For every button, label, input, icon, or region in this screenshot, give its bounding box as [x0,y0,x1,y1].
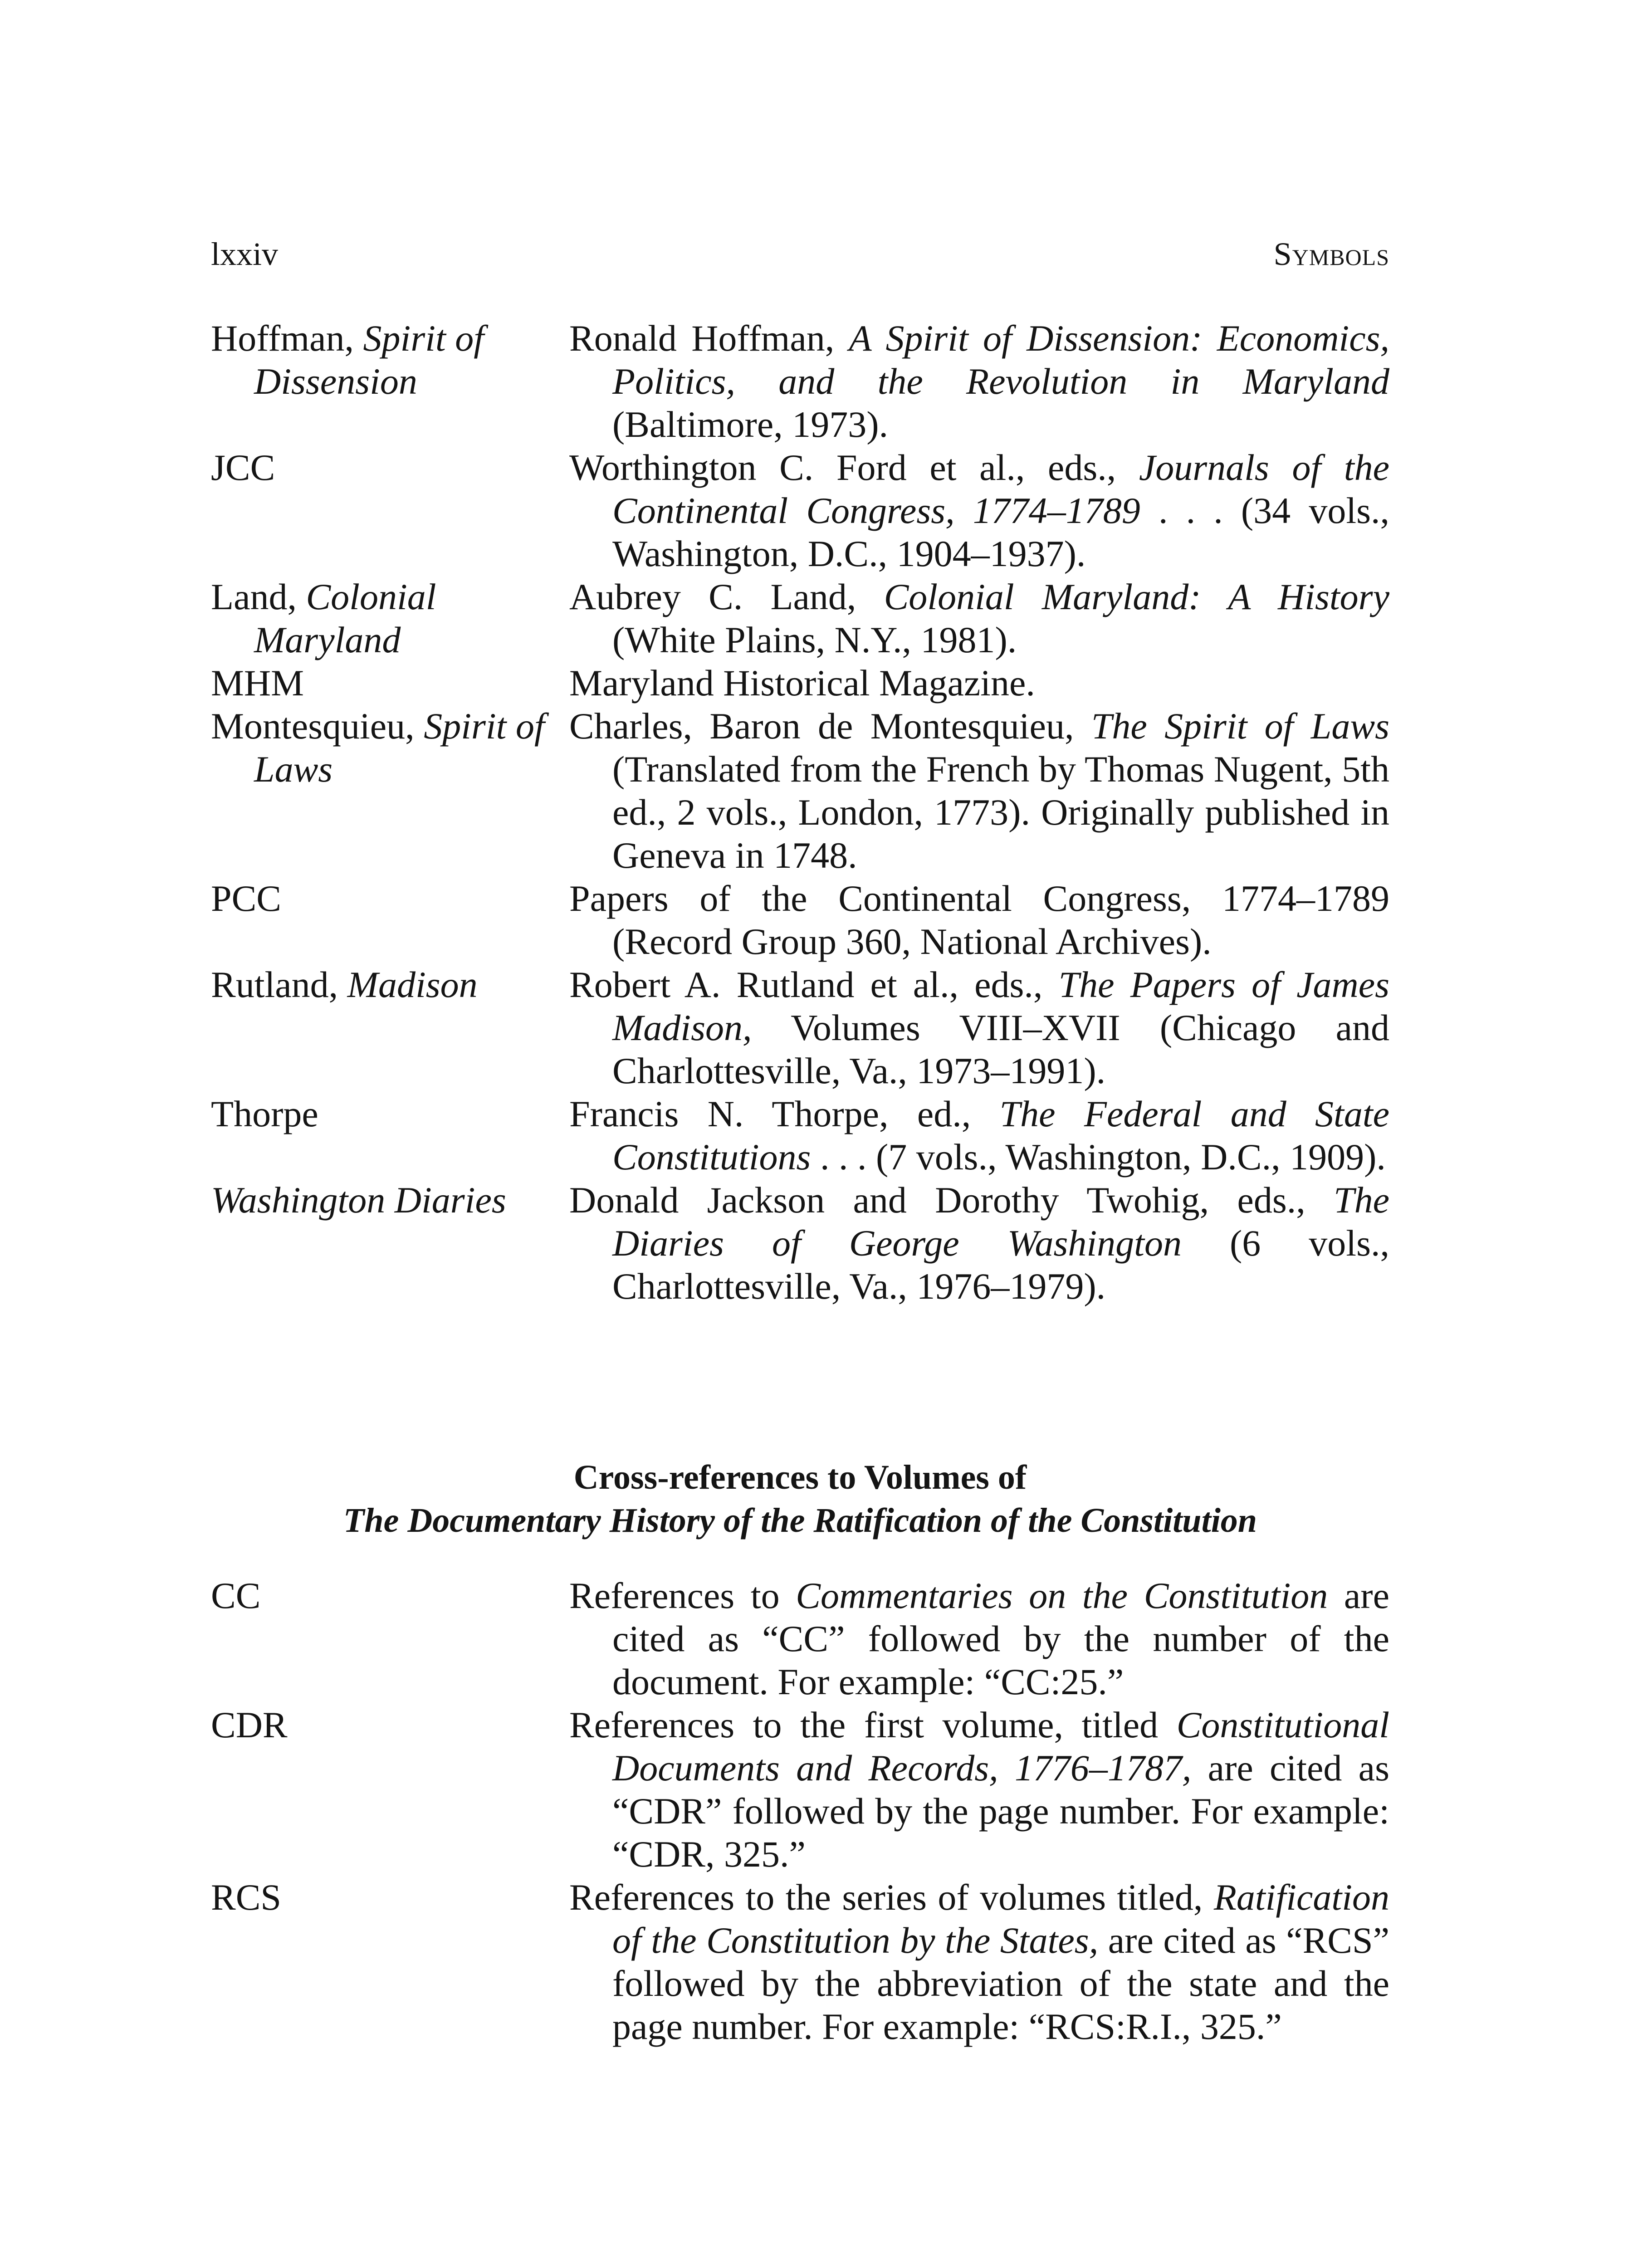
entry-definition: References to the first volume, titled Constitutional Documents and Records, 1776–1787, are cited as “CDR” followed by the page number. For example: “CDR, 325.” [569,1704,1389,1875]
entry-definition: Charles, Baron de Montesquieu, The Spirit of Laws (Translated from the French by Thomas Nugent, 5th ed., 2 vols., London, 1773). Originally published in Geneva in 1748. [569,705,1389,876]
entry-term: MHM [211,662,304,704]
cross-references-title: Cross-references to Volumes of [573,1458,1027,1496]
running-head [211,229,1389,279]
entry-term: Thorpe [211,1093,318,1134]
entry-term: JCC [211,447,275,488]
entry-term: Hoffman, Spirit of Dissension [211,318,484,402]
entry-definition: Maryland Historical Magazine. [569,662,1035,704]
entry-term: Rutland, Madison [211,964,478,1005]
symbol-entry-pcc [211,877,1389,963]
entry-definition: Francis N. Thorpe, ed., The Federal and State Constitutions . . . (7 vols., Washington, D.C., 1909). [569,1093,1389,1178]
cross-ref-entry-cdr [211,1703,1389,1876]
cross-references-heading [211,1456,1389,1542]
entry-definition: References to the series of volumes titled, Ratification of the Constitution by the States, are cited as “RCS” followed by the abbreviation of the state and the page number. For example: “RCS:R.I., 325.” [569,1877,1389,2047]
symbol-entry-hoffman [211,317,1389,446]
cross-ref-entry-cc [211,1574,1389,1703]
symbols-list [211,317,1389,1308]
entry-definition: Worthington C. Ford et al., eds., Journals of the Continental Congress, 1774–1789 . . . (34 vols., Washington, D.C., 1904–1937). [569,447,1390,574]
symbol-entry-mhm [211,661,1389,704]
entry-term: Land, Colonial Maryland [211,576,436,660]
cross-ref-entry-rcs [211,1876,1389,2048]
entry-term: CDR [211,1704,288,1745]
page-number: lxxiv [211,236,279,272]
entry-term: CC [211,1575,261,1616]
entry-definition: Papers of the Continental Congress, 1774–1789 (Record Group 360, National Archives). [569,878,1389,962]
symbol-entry-montesquieu [211,704,1389,877]
entry-definition: References to Commentaries on the Constitution are cited as “CC” followed by the number of the document. For example: “CC:25.” [569,1575,1389,1702]
entry-definition: Donald Jackson and Dorothy Twohig, eds., The Diaries of George Washington (6 vols., Charlottesville, Va., 1976–1979). [569,1179,1389,1307]
section-title: Symbols [1273,236,1389,272]
symbol-entry-land [211,575,1389,661]
entry-definition: Aubrey C. Land, Colonial Maryland: A History (White Plains, N.Y., 1981). [569,576,1389,660]
symbol-entry-rutland [211,963,1389,1092]
entry-term: PCC [211,878,281,919]
cross-references-subtitle: The Documentary History of the Ratification of the Constitution [343,1501,1257,1540]
entry-definition: Robert A. Rutland et al., eds., The Papers of James Madison, Volumes VIII–XVII (Chicago and Charlottesville, Va., 1973–1991). [569,964,1390,1091]
entry-term: RCS [211,1877,281,1918]
symbol-entry-jcc [211,446,1389,575]
entry-term: Washington Diaries [211,1179,506,1221]
cross-references-list [211,1574,1389,2048]
entry-definition: Ronald Hoffman, A Spirit of Dissension: Economics, Politics, and the Revolution in Maryland (Baltimore, 1973). [569,318,1389,445]
entry-term: Montesquieu, Spirit of Laws [211,705,545,790]
symbol-entry-washington-diaries [211,1178,1389,1308]
symbol-entry-thorpe [211,1092,1389,1178]
